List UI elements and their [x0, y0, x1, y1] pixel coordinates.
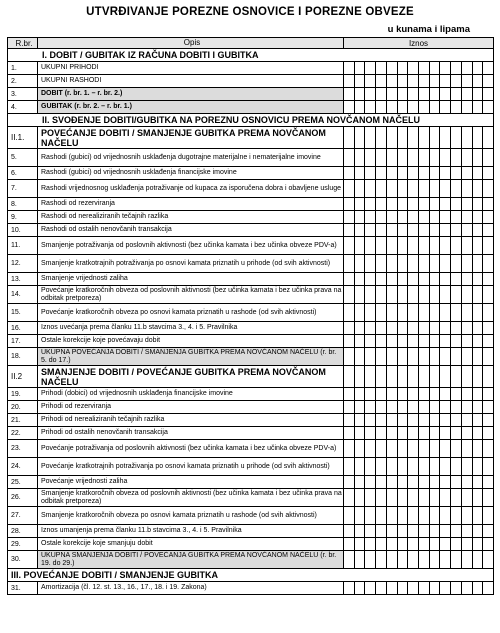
header-rbr: R.br.: [8, 38, 38, 48]
row-number: 2.: [8, 75, 38, 87]
currency-unit-label: u kunama i lipama: [387, 24, 470, 35]
row-description: Smanjenje potraživanja od poslovnih aktivnosti (bez učinka kamata i bez učinka obveze PDV-a): [38, 237, 344, 254]
table-row: [7, 75, 494, 88]
amount-input[interactable]: [344, 198, 493, 210]
row-description: Rashodi (gubici) od vrijednosnih usklađenja dugotrajne materijalne i nematerijalne imovine: [38, 149, 344, 166]
row-description: DOBIT (r. br. 1. – r. br. 2.): [38, 88, 344, 100]
row-number: 23.: [8, 440, 38, 457]
row-description: Ostale korekcije koje smanjuju dobit: [38, 538, 344, 550]
table-row: [7, 414, 494, 427]
section-3-header: [7, 569, 494, 582]
row-number: 30.: [8, 551, 38, 568]
header-iznos: Iznos: [408, 38, 429, 48]
row-description: Prihodi od rezerviranja: [38, 401, 344, 413]
table-row: [7, 101, 494, 114]
amount-input[interactable]: [344, 401, 493, 413]
amount-input[interactable]: [344, 149, 493, 166]
row-number: 5.: [8, 149, 38, 166]
table-row: [7, 507, 494, 525]
row-description: Smanjenje vrijednosti zaliha: [38, 273, 344, 285]
amount-input[interactable]: [344, 348, 493, 365]
amount-input[interactable]: [344, 458, 493, 475]
row-description: Rashodi (gubici) od vrijednosnih usklađenja financijske imovine: [38, 167, 344, 179]
section-2-header: [7, 114, 494, 127]
table-row: [7, 401, 494, 414]
row-description: Iznos uvećanja prema članku 11.b stavcima 3., 4. i 5. Pravilnika: [38, 322, 344, 334]
row-number: 26.: [8, 489, 38, 506]
table-row: [7, 538, 494, 551]
row-number: 15.: [8, 304, 38, 321]
table-row: [7, 273, 494, 286]
amount-input[interactable]: [344, 62, 493, 74]
subsection-title: SMANJENJE DOBITI / POVEĆANJE GUBITKA PREMA NOVČANOM NAČELU: [38, 366, 344, 387]
row-description: Rashodi vrijednosnog usklađenja potraživanje od kupaca za isporučena dobra i obavljene usluge: [38, 180, 344, 197]
section-1-title: I. DOBIT / GUBITAK IZ RAČUNA DOBITI I GUBITKA: [42, 50, 259, 60]
row-number: 7.: [8, 180, 38, 197]
row-number: 19.: [8, 388, 38, 400]
row-description: Prihodi od nerealiziranih tečajnih razlika: [38, 414, 344, 426]
row-number: 13.: [8, 273, 38, 285]
amount-input[interactable]: [344, 322, 493, 334]
amount-input[interactable]: [344, 75, 493, 87]
table-row: [7, 255, 494, 273]
amount-input[interactable]: [344, 335, 493, 347]
table-row: [7, 237, 494, 255]
table-row: [7, 489, 494, 507]
row-number: 27.: [8, 507, 38, 524]
amount-input[interactable]: [344, 551, 493, 568]
table-row: [7, 167, 494, 180]
row-number: 21.: [8, 414, 38, 426]
row-description: Povećanje kratkoročnih obveza od poslovnih aktivnosti (bez učinka kamata i bez učinka prava na odbitak pretporeza): [38, 286, 344, 303]
row-description: Rashodi od ostalih nenovčanih transakcija: [38, 224, 344, 236]
row-number: 18.: [8, 348, 38, 365]
row-description: UKUPNI PRIHODI: [38, 62, 344, 74]
row-description: Rashodi od nerealiziranih tečajnih razlika: [38, 211, 344, 223]
amount-input[interactable]: [344, 167, 493, 179]
amount-input[interactable]: [344, 211, 493, 223]
table-row: [7, 304, 494, 322]
row-description: UKUPNA SMANJENJA DOBITI / POVEĆANJA GUBITKA PREMA NOVČANOM NAČELU (r. br. 19. do 29.): [38, 551, 344, 568]
row-number: 1.: [8, 62, 38, 74]
table-row: [7, 149, 494, 167]
row-description: Ostale korekcije koje povećavaju dobit: [38, 335, 344, 347]
form-title: UTVRĐIVANJE POREZNE OSNOVICE I POREZNE OBVEZE: [86, 6, 414, 18]
amount-input[interactable]: [344, 414, 493, 426]
amount-input[interactable]: [344, 476, 493, 488]
table-row: [7, 88, 494, 101]
row-description: GUBITAK (r. br. 2. – r. br. 1.): [38, 101, 344, 113]
row-number: 28.: [8, 525, 38, 537]
table-row: [7, 198, 494, 211]
row-number: 12.: [8, 255, 38, 272]
amount-input[interactable]: [344, 388, 493, 400]
table-row: [7, 224, 494, 237]
row-number: 6.: [8, 167, 38, 179]
table-header: [7, 37, 494, 49]
amount-input[interactable]: [344, 525, 493, 537]
row-description: Prihodi od ostalih nenovčanih transakcija: [38, 427, 344, 439]
row-number: 8.: [8, 198, 38, 210]
row-description: UKUPNA POVEĆANJA DOBITI / SMANJENJA GUBITKA PREMA NOVČANOM NAČELU (r. br. 5. do 17.): [38, 348, 344, 365]
row-number: 9.: [8, 211, 38, 223]
row-number: 14.: [8, 286, 38, 303]
row-number: 16.: [8, 322, 38, 334]
table-row: [7, 62, 494, 75]
row-number: 22.: [8, 427, 38, 439]
table-row: [7, 286, 494, 304]
row-number: 3.: [8, 88, 38, 100]
amount-input[interactable]: [344, 101, 493, 113]
table-row: [7, 348, 494, 366]
row-description: UKUPNI RASHODI: [38, 75, 344, 87]
amount-input[interactable]: [344, 88, 493, 100]
row-description: Prihodi (dobici) od vrijednosnih usklađenja financijske imovine: [38, 388, 344, 400]
row-number: 25.: [8, 476, 38, 488]
row-description: Amortizacija (čl. 12. st. 13., 16., 17., 18. i 19. Zakona): [38, 582, 344, 594]
row-description: Povećanje kratkoročnih obveza po osnovi kamata priznatih u rashode (od svih aktivnosti): [38, 304, 344, 321]
amount-input[interactable]: [344, 286, 493, 303]
row-number: II.1.: [8, 127, 38, 148]
table-row: [7, 211, 494, 224]
row-number: 4.: [8, 101, 38, 113]
table-row: [7, 440, 494, 458]
section-3-title: III. POVEĆANJE DOBITI / SMANJENJE GUBITKA: [11, 570, 219, 580]
amount-input[interactable]: [344, 255, 493, 272]
amount-input[interactable]: [344, 273, 493, 285]
amount-input[interactable]: [344, 427, 493, 439]
row-description: Povećanje vrijednosti zaliha: [38, 476, 344, 488]
table-row: [7, 322, 494, 335]
row-number: 10.: [8, 224, 38, 236]
amount-input[interactable]: [344, 440, 493, 457]
subsection-ii2-header: [7, 366, 494, 388]
amount-input[interactable]: [344, 507, 493, 524]
table-row: [7, 582, 494, 595]
row-number: 11.: [8, 237, 38, 254]
row-description: Smanjenje kratkoročnih obveza od poslovnih aktivnosti (bez učinka kamata i bez učinka prava na odbitak pretporeza): [38, 489, 344, 506]
row-number: 29.: [8, 538, 38, 550]
row-description: Smanjenje kratkotrajnih potraživanja po osnovi kamata priznatih u prihode (od svih aktivnosti): [38, 255, 344, 272]
row-description: Povećanje kratkotrajnih potraživanja po osnovi kamata priznatih u prihode (od svih aktivnosti): [38, 458, 344, 475]
table-row: [7, 427, 494, 440]
row-description: Rashodi od rezerviranja: [38, 198, 344, 210]
amount-input[interactable]: [344, 304, 493, 321]
amount-input[interactable]: [344, 224, 493, 236]
amount-input[interactable]: [344, 538, 493, 550]
subsection-title: POVEĆANJE DOBITI / SMANJENJE GUBITKA PREMA NOVČANOM NAČELU: [38, 127, 344, 148]
amount-input[interactable]: [344, 180, 493, 197]
table-row: [7, 335, 494, 348]
row-description: Smanjenje kratkoročnih obveza po osnovi kamata priznatih u rashode (od svih aktivnosti): [38, 507, 344, 524]
section-1-header: [7, 49, 494, 62]
table-row: [7, 525, 494, 538]
row-number: 24.: [8, 458, 38, 475]
table-row: [7, 551, 494, 569]
tax-base-table: [7, 37, 494, 595]
amount-input[interactable]: [344, 489, 493, 506]
subsection-ii1-header: [7, 127, 494, 149]
header-opis: Opis: [38, 38, 344, 48]
row-description: Povećanje potraživanja od poslovnih aktivnosti (bez učinka kamata i bez učinka obveze PDV-a): [38, 440, 344, 457]
table-row: [7, 180, 494, 198]
row-description: Iznos umanjenja prema članku 11.b stavcima 3., 4. i 5. Pravilnika: [38, 525, 344, 537]
table-row: [7, 388, 494, 401]
row-number: 20.: [8, 401, 38, 413]
amount-input[interactable]: [344, 237, 493, 254]
table-row: [7, 476, 494, 489]
row-number: 31.: [8, 582, 38, 594]
amount-input[interactable]: [344, 582, 493, 594]
row-number: 17.: [8, 335, 38, 347]
row-number: II.2: [8, 366, 38, 387]
section-2-title: II. SVOĐENJE DOBITI/GUBITKA NA POREZNU OSNOVICU PREMA NOVČANOM NAČELU: [42, 115, 421, 125]
table-row: [7, 458, 494, 476]
